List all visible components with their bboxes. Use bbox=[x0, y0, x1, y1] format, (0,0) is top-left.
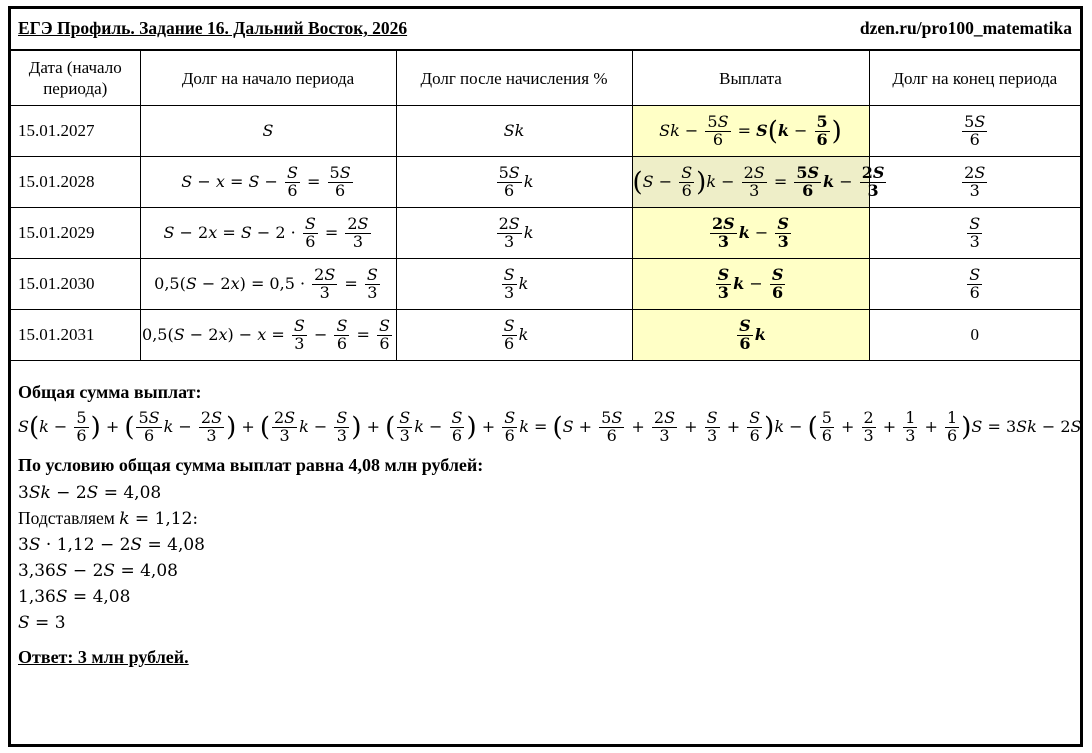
start-debt-cell: 0,5(S − 2x) = 0,5 · $\frac{2S}{3}$ = $\frac{S}{3}$ bbox=[140, 259, 396, 310]
table-row bbox=[11, 157, 1080, 208]
accrued-debt-cell: $\frac{2S}{3}$ k bbox=[396, 208, 632, 259]
column-header: Долг после начисления % bbox=[396, 51, 632, 106]
date-cell: 15.01.2027 bbox=[11, 106, 140, 157]
total-heading: Общая сумма выплат: bbox=[18, 382, 202, 402]
start-debt-cell: S − 2x = S − 2 · $\frac{S}{6}$ = $\frac{2S}{3}$ bbox=[140, 208, 396, 259]
payment-cell: $\frac{S}{3}$ k − $\frac{S}{6}$ bbox=[632, 259, 869, 310]
date-cell: 15.01.2028 bbox=[11, 157, 140, 208]
accrued-debt-cell: $\frac{5S}{6}$ k bbox=[396, 157, 632, 208]
substitute-text: Подставляем bbox=[18, 508, 115, 528]
equation-line: S = 3 bbox=[18, 613, 66, 633]
table-header-row bbox=[11, 51, 1080, 106]
equation-line: 3,36S − 2S = 4,08 bbox=[18, 561, 178, 581]
end-debt-cell: $\frac{S}{3}$ bbox=[869, 208, 1080, 259]
page-title: ЕГЭ Профиль. Задание 16. Дальний Восток, 2026 bbox=[18, 18, 408, 38]
table-row bbox=[11, 106, 1080, 157]
condition-heading: По условию общая сумма выплат равна 4,08 млн рублей: bbox=[18, 455, 484, 475]
column-header: Долг на конец периода bbox=[869, 51, 1080, 106]
total-formula: S(k − $\frac{5}{6}$ ) + ( $\frac{5S}{6}$ k − $\frac{2S}{3}$ ) + ( $\frac{2S}{3}$ k − $\frac{S}{3}$ ) + ( $\frac{S}{3}$ k − $\frac{S}{6}$ ) + $\frac{S}{6}$ k = (S + $\frac{5S}{6}$ + $\frac{2S}{3}$ + $\frac{S}{3}$ + $\frac{S}{6}$ )k − ( $\frac{5}{6}$ + $\frac{2}{3}$ + $\frac{1}{3}$ + $\frac{1}{6}$ )S = 3Sk − 2S bbox=[18, 408, 1082, 445]
end-debt-cell: $\frac{S}{6}$ bbox=[869, 259, 1080, 310]
start-debt-cell: S − x = S − $\frac{S}{6}$ = $\frac{5S}{6}$ bbox=[140, 157, 396, 208]
answer-line: Ответ: 3 млн рублей. bbox=[18, 647, 189, 667]
solution-body bbox=[18, 379, 1082, 668]
start-debt-cell: 0,5(S − 2x) − x = $\frac{S}{3}$ − $\frac{S}{6}$ = $\frac{S}{6}$ bbox=[140, 310, 396, 361]
column-header: Дата (начало периода) bbox=[11, 51, 140, 106]
accrued-debt-cell: $\frac{S}{3}$ k bbox=[396, 259, 632, 310]
date-cell: 15.01.2030 bbox=[11, 259, 140, 310]
payment-cell: Sk − $\frac{5S}{6}$ = S(k − $\frac{5}{6}$ ) bbox=[632, 106, 869, 157]
table-row bbox=[11, 259, 1080, 310]
source-link: dzen.ru/pro100_matematika bbox=[859, 18, 1072, 38]
accrued-debt-cell: $\frac{S}{6}$ k bbox=[396, 310, 632, 361]
column-header: Долг на начало периода bbox=[140, 51, 396, 106]
end-debt-cell: $\frac{5S}{6}$ bbox=[869, 106, 1080, 157]
substitute-line: Подставляем k = 1,12: bbox=[18, 508, 199, 529]
date-cell: 15.01.2031 bbox=[11, 310, 140, 361]
document-frame bbox=[8, 6, 1083, 747]
start-debt-cell: S bbox=[140, 106, 396, 157]
date-cell: 15.01.2029 bbox=[11, 208, 140, 259]
table-row bbox=[11, 208, 1080, 259]
payment-table bbox=[11, 51, 1080, 361]
end-debt-cell: 0 bbox=[869, 310, 1080, 361]
table-row bbox=[11, 310, 1080, 361]
equation-line: 1,36S = 4,08 bbox=[18, 587, 131, 607]
payment-cell: $\frac{2S}{3}$ k − $\frac{S}{3}$ bbox=[632, 208, 869, 259]
end-debt-cell: $\frac{2S}{3}$ bbox=[869, 157, 1080, 208]
header-bar bbox=[11, 9, 1080, 51]
payment-cell: $\frac{S}{6}$ k bbox=[632, 310, 869, 361]
payment-cell: (S − $\frac{S}{6}$ )k − $\frac{2S}{3}$ = $\frac{5S}{6}$ k − $\frac{2S}{3}$ bbox=[632, 157, 869, 208]
column-header: Выплата bbox=[632, 51, 869, 106]
equation-line: 3S · 1,12 − 2S = 4,08 bbox=[18, 535, 205, 555]
equation-line: 3Sk − 2S = 4,08 bbox=[18, 483, 162, 503]
accrued-debt-cell: Sk bbox=[396, 106, 632, 157]
